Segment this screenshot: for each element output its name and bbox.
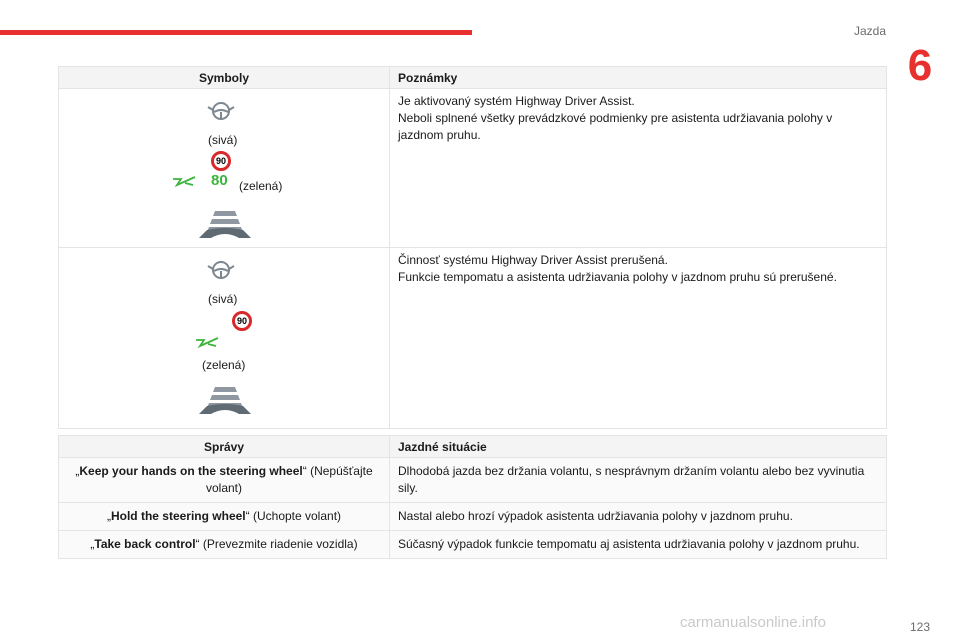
table-row <box>59 89 887 248</box>
table-header-row <box>59 436 887 458</box>
symbols-table <box>58 66 887 429</box>
page-number: 123 <box>909 620 930 634</box>
messages-table <box>58 435 887 559</box>
quote-mark: „ <box>106 509 111 523</box>
quote-mark: „ <box>90 537 95 551</box>
lane-keeping-icon <box>199 384 251 416</box>
lane-keeping-icon <box>199 208 251 240</box>
message-translation: “ (Uchopte volant) <box>245 509 342 523</box>
message-text: Take back control <box>94 537 196 551</box>
label-gray: (sivá) <box>208 292 238 306</box>
note-cell <box>390 248 887 429</box>
speed-limiter-icon <box>171 173 197 189</box>
col-header-situations: Jazdné situácie <box>390 436 887 458</box>
note-cell <box>390 89 887 248</box>
note-line-1: Je aktivovaný systém Highway Driver Assist. <box>398 94 635 108</box>
message-cell <box>59 458 390 503</box>
table-row <box>59 503 887 531</box>
watermark: carmanualsonline.info <box>680 614 826 631</box>
col-header-messages: Správy <box>59 436 390 458</box>
message-translation: “ (Nepúšťajte volant) <box>205 464 373 495</box>
note-line-2: Neboli splnené všetky prevádzkové podmienky pre asistenta udržiavania polohy v jazdnom pruhu. <box>398 111 833 142</box>
symbol-cell <box>59 248 390 429</box>
speed-limiter-icon <box>194 334 220 350</box>
table-row <box>59 458 887 503</box>
symbol-cell <box>59 89 390 248</box>
label-green: (zelená) <box>202 358 246 372</box>
quote-mark: „ <box>75 464 80 478</box>
message-text: Keep your hands on the steering wheel <box>79 464 303 478</box>
top-accent-bar <box>0 30 472 35</box>
situation-cell: Dlhodobá jazda bez držania volantu, s nesprávnym držaním volantu alebo bez vyvinutia sily. <box>390 458 887 503</box>
speed-limit-sign-icon: 90 <box>232 311 252 331</box>
message-text: Hold the steering wheel <box>110 509 246 523</box>
situation-cell: Nastal alebo hrozí výpadok asistenta udržiavania polohy v jazdnom pruhu. <box>390 503 887 531</box>
message-cell <box>59 531 390 559</box>
speed-limit-sign-icon: 90 <box>211 151 231 171</box>
label-green: (zelená) <box>239 179 283 193</box>
situation-cell: Súčasný výpadok funkcie tempomatu aj asistenta udržiavania polohy v jazdnom pruhu. <box>390 531 887 559</box>
table-row <box>59 248 887 429</box>
table-row <box>59 531 887 559</box>
message-translation: “ (Prevezmite riadenie vozidla) <box>195 537 358 551</box>
section-title: Jazda <box>853 24 886 38</box>
steering-wheel-hands-icon <box>206 101 236 121</box>
green-speed-value: 80 <box>211 172 228 189</box>
label-gray: (sivá) <box>208 133 238 147</box>
note-line-2: Funkcie tempomatu a asistenta udržiavania polohy v jazdnom pruhu sú prerušené. <box>398 270 837 284</box>
note-line-1: Činnosť systému Highway Driver Assist prerušená. <box>398 253 668 267</box>
steering-wheel-hands-icon <box>206 260 236 280</box>
col-header-symbols: Symboly <box>59 67 390 89</box>
table-header-row <box>59 67 887 89</box>
col-header-notes: Poznámky <box>390 67 887 89</box>
message-cell <box>59 503 390 531</box>
chapter-number: 6 <box>907 41 933 90</box>
